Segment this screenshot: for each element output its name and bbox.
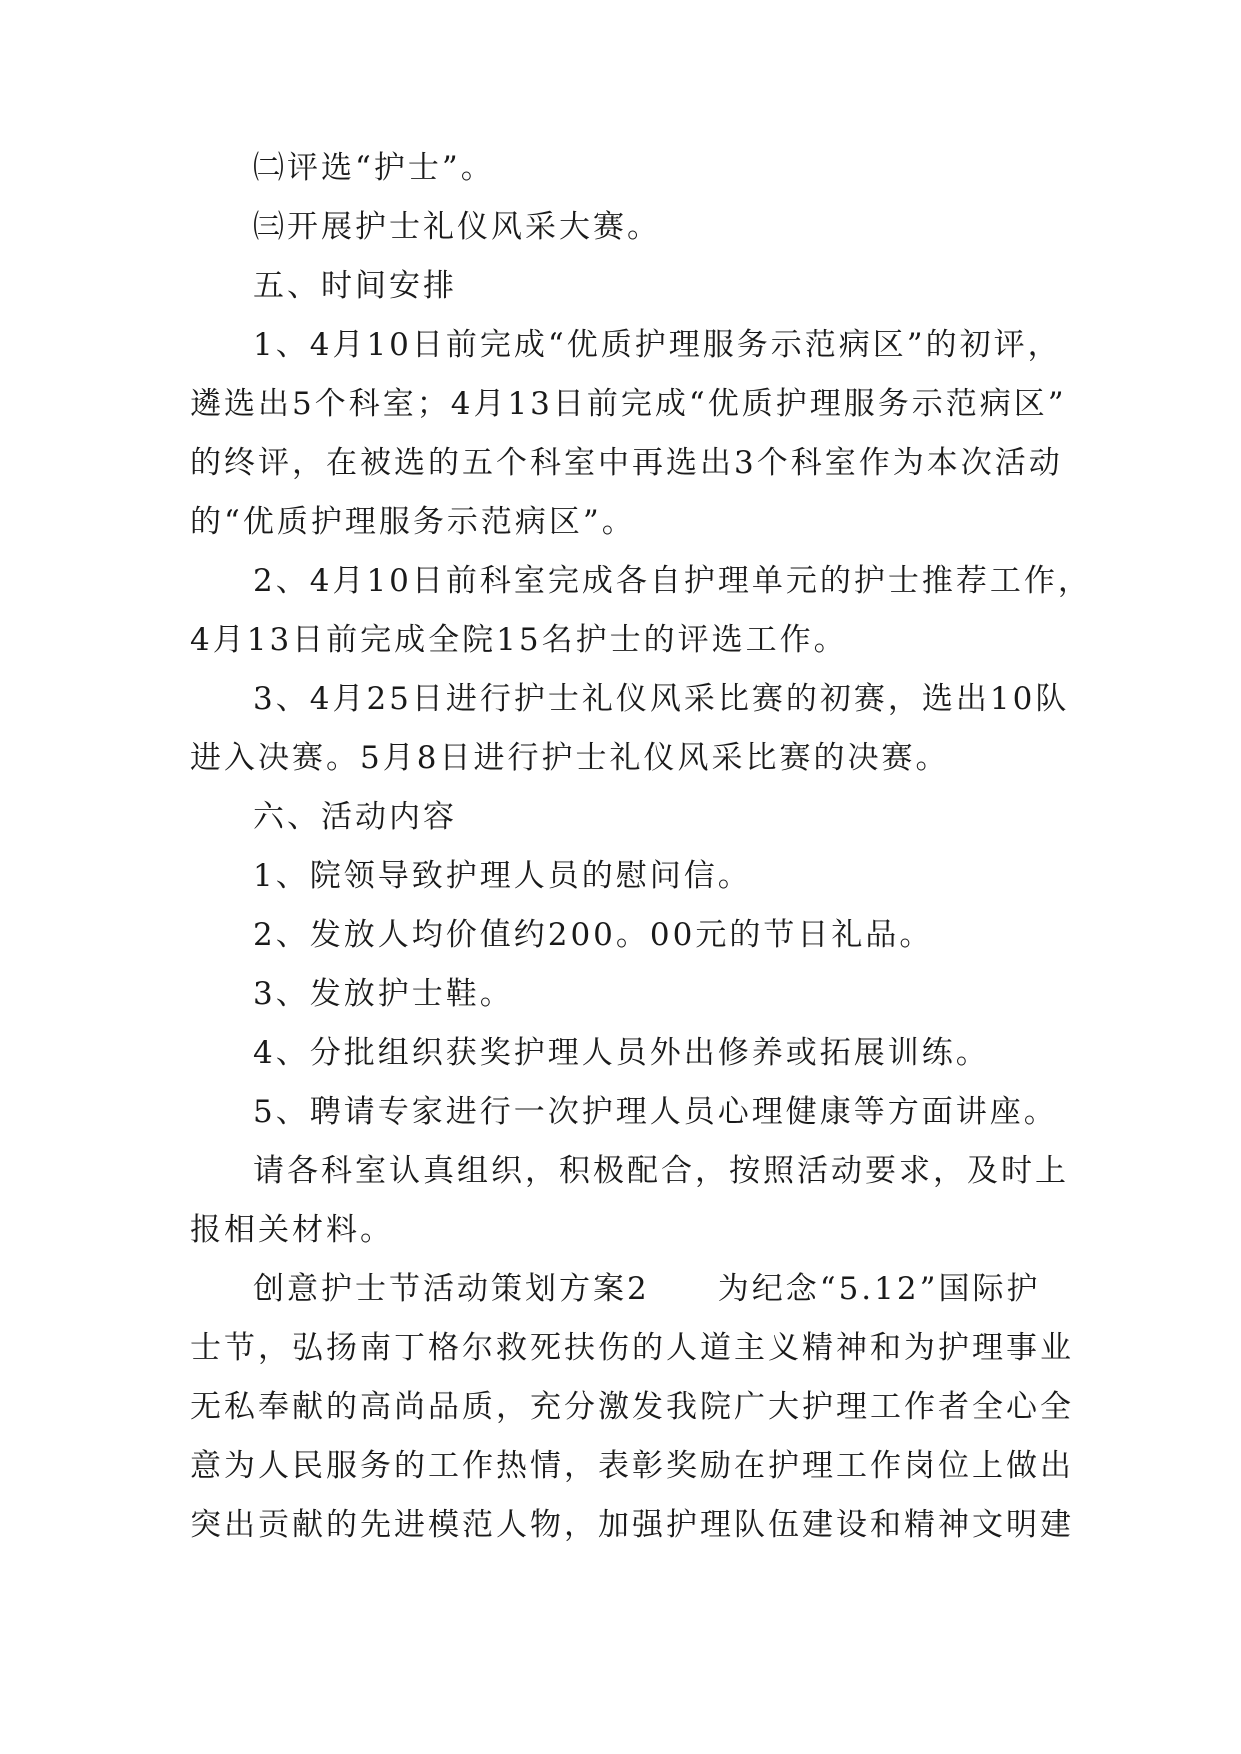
text-line: 1、院领导致护理人员的慰问信。 bbox=[253, 858, 752, 894]
section-heading: 五、时间安排 bbox=[253, 268, 457, 304]
text-line: 创意护士节活动策划方案2 为纪念“5.12”国际护 bbox=[253, 1271, 1041, 1307]
text-line: 无私奉献的高尚品质，充分激发我院广大护理工作者全心全 bbox=[190, 1389, 1074, 1425]
text-line: 3、4月25日进行护士礼仪风采比赛的初赛，选出10队 bbox=[253, 681, 1070, 717]
text-line: ㈡评选“护士”。 bbox=[253, 150, 495, 186]
text-line: 突出贡献的先进模范人物，加强护理队伍建设和精神文明建 bbox=[190, 1507, 1074, 1543]
text-line: 进入决赛。5月8日进行护士礼仪风采比赛的决赛。 bbox=[190, 740, 950, 776]
text-line: 的终评，在被选的五个科室中再选出3个科室作为本次活动 bbox=[190, 445, 1063, 481]
text-line: 5、聘请专家进行一次护理人员心理健康等方面讲座。 bbox=[253, 1094, 1058, 1130]
text-line: 的“优质护理服务示范病区”。 bbox=[190, 504, 636, 540]
text-line: ㈢开展护士礼仪风采大赛。 bbox=[253, 209, 661, 245]
text-line: 3、发放护士鞋。 bbox=[253, 976, 514, 1012]
text-line: 遴选出5个科室；4月13日前完成“优质护理服务示范病区” bbox=[190, 386, 1067, 422]
section-heading: 六、活动内容 bbox=[253, 799, 457, 835]
text-line: 2、发放人均价值约200。00元的节日礼品。 bbox=[253, 917, 934, 953]
text-line: 请各科室认真组织，积极配合，按照活动要求，及时上 bbox=[253, 1153, 1069, 1189]
text-line: 报相关材料。 bbox=[190, 1212, 394, 1248]
text-line: 4、分批组织获奖护理人员外出修养或拓展训练。 bbox=[253, 1035, 990, 1071]
text-line: 1、4月10日前完成“优质护理服务示范病区”的初评， bbox=[253, 327, 1062, 363]
text-line: 士节，弘扬南丁格尔救死扶伤的人道主义精神和为护理事业 bbox=[190, 1330, 1074, 1366]
text-line: 2、4月10日前科室完成各自护理单元的护士推荐工作， bbox=[253, 563, 1092, 599]
text-line: 意为人民服务的工作热情，表彰奖励在护理工作岗位上做出 bbox=[190, 1448, 1074, 1484]
text-line: 4月13日前完成全院15名护士的评选工作。 bbox=[190, 622, 848, 658]
